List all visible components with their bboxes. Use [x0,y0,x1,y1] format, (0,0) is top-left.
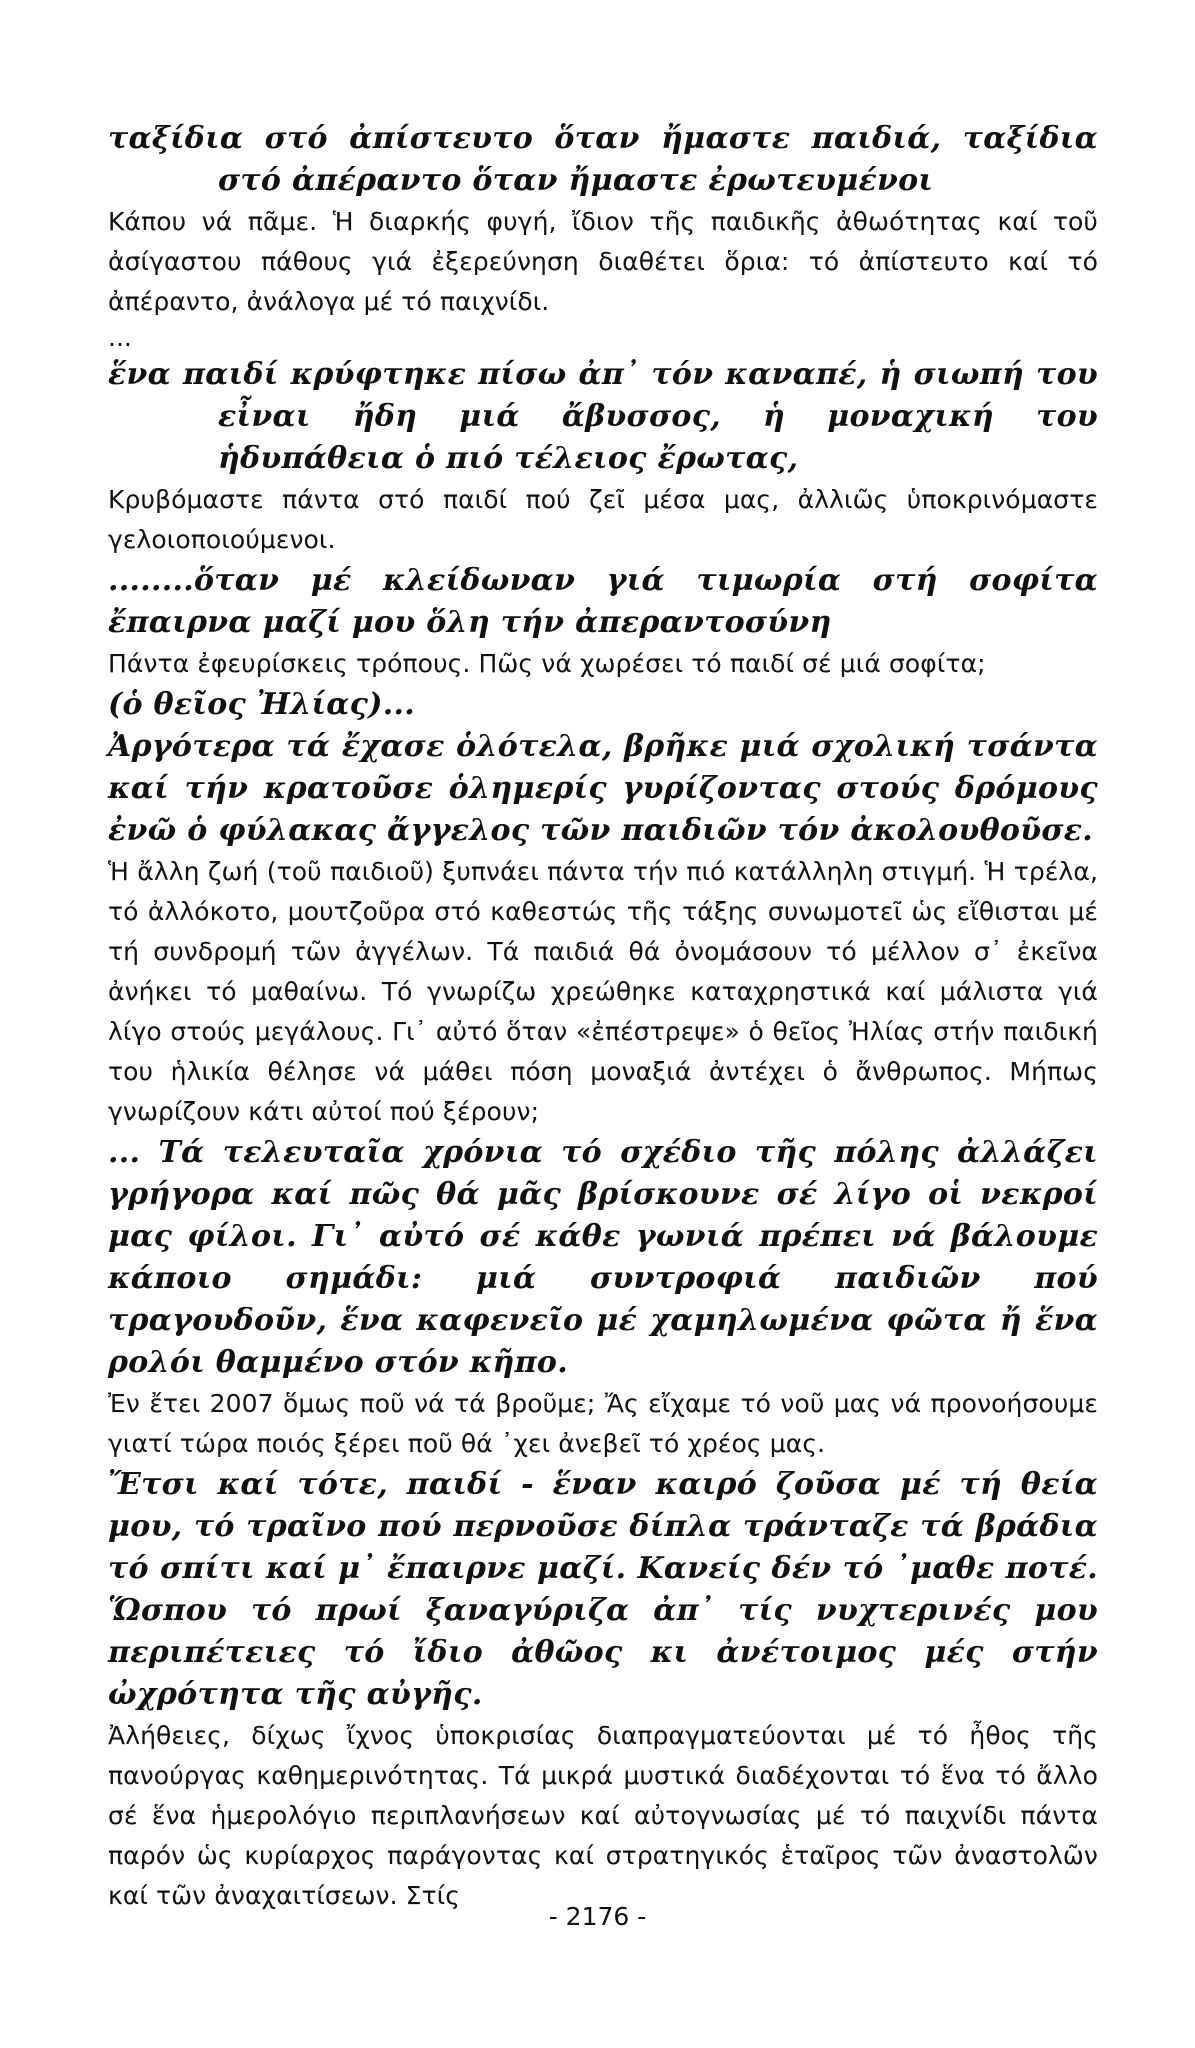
quote-attic: ........ὅταν μέ κλείδωναν γιά τιμωρία στή σοφίτα ἔπαιρνα μαζί μου ὅλη τήν ἀπεραντοσύνη [108,563,1098,640]
paragraph-find-ways: Πάντα ἐφευρίσκεις τρόπους. Πῶς νά χωρέσει τό παιδί σέ μιά σοφίτα; [108,649,986,678]
paragraph-year-2007: Ἐν ἔτει 2007 ὅμως ποῦ νά τά βροῦμε; Ἄς εἴχαμε τό νοῦ μας νά προνοήσουμε γιατί τώρα ποιός ξέρει ποῦ θά ᾽χει ἀνεβεῖ τό χρέος μας. [108,1389,1098,1458]
paragraph-truths: Ἀλήθειες, δίχως ἴχνος ὑποκρισίας διαπραγματεύονται μέ τό ἦθος τῆς πανούργας καθημερινότητας. Τά μικρά μυστικά διαδέχονται τό ἕνα τό ἄλλο σέ ἕνα ἡμερολόγιο περιπλανήσεων καί αὐτογνωσίας μέ τό παιχνίδι πάντα παρόν ὡς κυρίαρχος παράγοντας καί στρατηγικός ἑταῖρος τῶν ἀναστολῶν καί τῶν ἀναχαιτίσεων. Στίς [108,1721,1098,1910]
quote-uncle-ilias: (ὁ θεῖος Ἠλίας)... [108,687,415,722]
ellipsis-separator: ... [108,323,132,352]
paragraph-hide-in-child: Κρυβόμαστε πάντα στό παιδί πού ζεῖ μέσα μας, ἀλλιῶς ὑποκρινόμαστε γελοιοποιούμενοι. [108,485,1098,554]
quote-city-plan: ... Τά τελευταῖα χρόνια τό σχέδιο τῆς πόλης ἀλλάζει γρήγορα καί πῶς θά μᾶς βρίσκουνε σέ λίγο οἱ νεκροί μας φίλοι. Γι᾽ αὐτό σέ κάθε γωνιά πρέπει νά βάλουμε κάποιο σημάδι: μιά συντροφιά παιδιῶν πού τραγουδοῦν, ἕνα καφενεῖο μέ χαμηλωμένα φῶτα ἤ ἕνα ρολόι θαμμένο στόν κῆπο. [108,1135,1098,1380]
page-body [108,118,1098,1916]
quote-child-hiding: ἕνα παιδί κρύφτηκε πίσω ἀπ᾽ τόν καναπέ, ἡ σιωπή του εἶναι ἤδη μιά ἄβυσσος, ἡ μοναχική του ἡδυπάθεια ὁ πιό τέλειος ἔρωτας, [108,357,1098,476]
quote-train: Ἔτσι καί τότε, παιδί - ἕναν καιρό ζοῦσα μέ τή θεία μου, τό τραῖνο πού περνοῦσε δίπλα τράνταζε τά βράδια τό σπίτι καί μ᾽ ἔπαιρνε μαζί. Κανείς δέν τό ᾽μαθε ποτέ. Ὥσπου τό πρωί ξαναγύριζα ἀπ᾽ τίς νυχτερινές μου περιπέτειες τό ἴδιο ἀθῶος κι ἀνέτοιμος μές στήν ὠχρότητα τῆς αὐγῆς. [108,1467,1098,1712]
quote-travels: ταξίδια στό ἀπίστευτο ὅταν ἤμαστε παιδιά, ταξίδια στό ἀπέραντο ὅταν ἤμαστε ἐρωτευμένοι [108,121,1098,198]
quote-school-bag: Ἀργότερα τά ἔχασε ὁλότελα, βρῆκε μιά σχολική τσάντα καί τήν κρατοῦσε ὁλημερίς γυρίζοντας στούς δρόμους ἐνῶ ὁ φύλακας ἄγγελος τῶν παιδιῶν τόν ἀκολουθοῦσε. [108,729,1098,848]
paragraph-escape: Κάπου νά πᾶμε. Ἡ διαρκής φυγή, ἴδιον τῆς παιδικῆς ἀθωότητας καί τοῦ ἀσίγαστου πάθους γιά ἐξερεύνηση διαθέτει ὅρια: τό ἀπίστευτο καί τό ἀπέραντο, ἀνάλογα μέ τό παιχνίδι. [108,207,1098,316]
page-number: - 2176 - [548,1902,647,1931]
paragraph-other-life: Ἡ ἄλλη ζωή (τοῦ παιδιοῦ) ξυπνάει πάντα τήν πιό κατάλληλη στιγμή. Ἡ τρέλα, τό ἀλλόκοτο, μουτζοῦρα στό καθεστώς τῆς τάξης συνωμοτεῖ ὡς εἴθισται μέ τή συνδρομή τῶν ἀγγέλων. Τά παιδιά θά ὀνομάσουν τό μέλλον σ᾽ ἐκεῖνα ἀνήκει τό μαθαίνω. Τό γνωρίζω χρεώθηκε καταχρηστικά καί μάλιστα γιά λίγο στούς μεγάλους. Γι᾽ αὐτό ὅταν «ἐπέστρεψε» ὁ θεῖος Ἠλίας στήν παιδική του ἡλικία θέλησε νά μάθει πόση μοναξιά ἀντέχει ὁ ἄνθρωπος. Μήπως γνωρίζουν κάτι αὐτοί πού ξέρουν; [108,857,1098,1126]
